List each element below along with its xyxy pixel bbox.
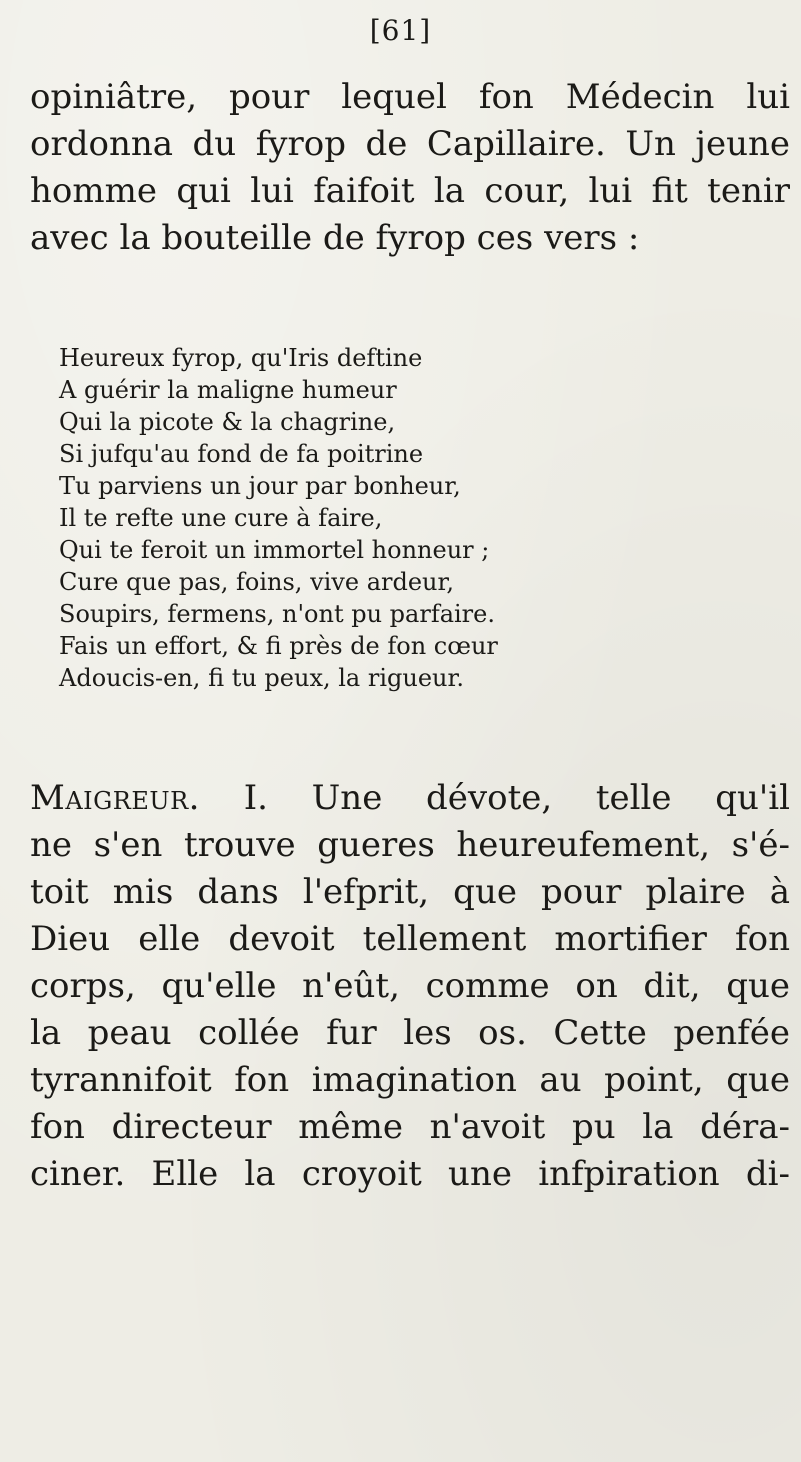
poem-line: Qui te feroit un immortel honneur ;: [59, 536, 490, 564]
entry-line: la peau collée fur les os. Cette penfée: [30, 1013, 790, 1053]
poem-line: Heureux fyrop, qu'Iris deftine: [59, 344, 423, 372]
entry-numeral: I.: [243, 778, 268, 818]
entry-line: toit mis dans l'efprit, que pour plaire à: [30, 872, 790, 912]
poem-line: Adoucis-en, fi tu peux, la rigueur.: [59, 664, 464, 692]
intro-line: avec la bouteille de fyrop ces vers :: [30, 218, 640, 258]
poem-line: Fais un effort, & fi près de fon cœur: [59, 632, 498, 660]
intro-line: ordonna du fyrop de Capillaire. Un jeune: [30, 124, 790, 164]
entry-line: fon directeur même n'avoit pu la déra-: [30, 1107, 790, 1147]
entry-line: corps, qu'elle n'eût, comme on dit, que: [30, 966, 790, 1006]
intro-line: homme qui lui faifoit la cour, lui fit tenir: [30, 171, 790, 211]
entry-line: Dieu elle devoit tellement mortifier fon: [30, 919, 790, 959]
poem-line: Qui la picote & la chagrine,: [59, 408, 396, 436]
poem-line: Tu parviens un jour par bonheur,: [59, 472, 461, 500]
poem-line: A guérir la maligne humeur: [59, 376, 397, 404]
entry-line: tyrannifoit fon imagination au point, que: [30, 1060, 790, 1100]
poem: [59, 342, 498, 694]
poem-line: Si jufqu'au fond de fa poitrine: [59, 440, 424, 468]
intro-line: opiniâtre, pour lequel fon Médecin lui: [30, 77, 790, 117]
poem-line: Cure que pas, foins, vive ardeur,: [59, 568, 454, 596]
intro-paragraph: [30, 74, 790, 262]
entry-first-line-text: Une dévote, telle qu'il: [311, 778, 790, 818]
entry-line: ne s'en trouve gueres heureufement, s'é-: [30, 825, 790, 865]
entry-first-line: [30, 775, 790, 822]
entry-line: ciner. Elle la croyoit une infpiration di-: [30, 1154, 790, 1194]
poem-line: Il te refte une cure à faire,: [59, 504, 383, 532]
entry-headword: Maigreur.: [30, 778, 200, 818]
entry-paragraph: [30, 775, 790, 1198]
poem-line: Soupirs, fermens, n'ont pu parfaire.: [59, 600, 495, 628]
page-number: [61]: [369, 14, 432, 47]
